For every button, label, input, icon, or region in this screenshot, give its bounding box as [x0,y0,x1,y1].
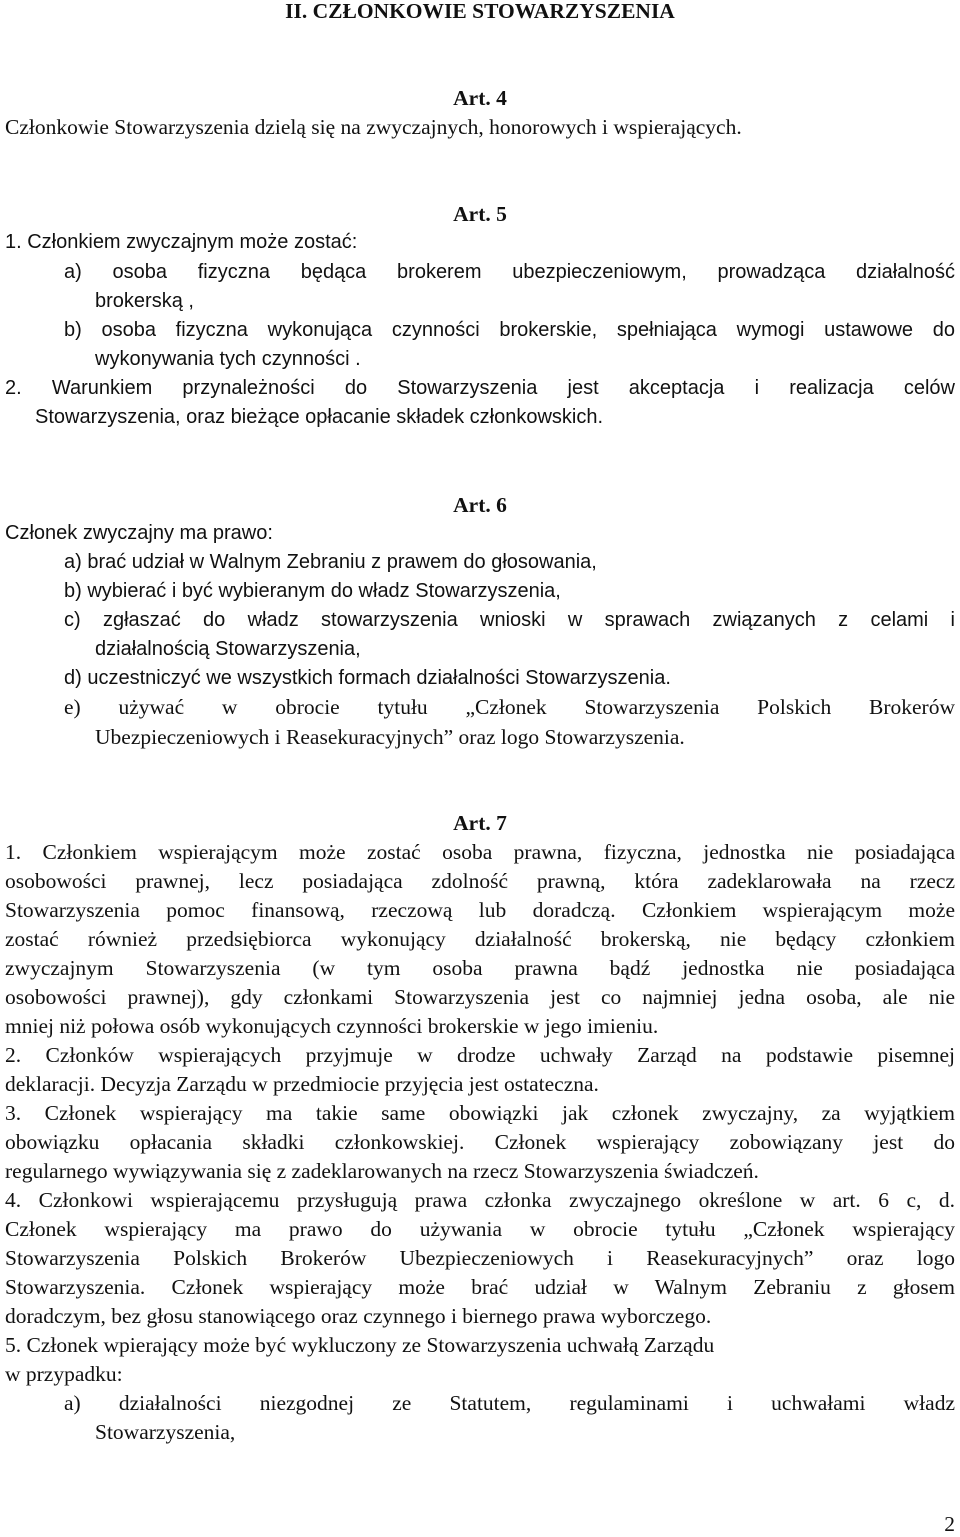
art7-line: Stowarzyszenia Polskich Brokerów Ubezpieczeniowych i Reasekuracyjnych” oraz logo [5,1246,955,1270]
art7-line: 1. Członkiem wspierającym może zostać osoba prawna, fizyczna, jednostka nie posiadająca [5,840,955,864]
art7-line: doradczym, bez głosu stanowiącego oraz czynnego i biernego prawa wyborczego. [5,1304,712,1328]
art6-heading: Art. 6 [453,493,507,517]
art5-paragraph-1: 1. Członkiem zwyczajnym może zostać: [5,231,358,253]
art6-intro: Członek zwyczajny ma prawo: [5,522,273,544]
art5-paragraph-2-line2: Stowarzyszenia, oraz bieżące opłacanie składek członkowskich. [35,406,604,428]
art7-line: zostać również przedsiębiorca wykonujący działalność brokerską, nie będący członkiem [5,927,955,951]
art7-item-a-line1: a) działalności niezgodnej ze Statutem, regulaminami i uchwałami władz [64,1391,955,1415]
art6-item-d: d) uczestniczyć we wszystkich formach działalności Stowarzyszenia. [64,667,671,689]
art5-item-a-line2: brokerską , [95,290,194,312]
art7-line: 3. Członek wspierający ma takie same obowiązki jak członek zwyczajny, za wyjątkiem [5,1101,955,1125]
art5-item-b-line1: b) osoba fizyczna wykonująca czynności brokerskie, spełniająca wymogi ustawowe do [64,319,955,341]
art7-line: Stowarzyszenia pomoc finansową, rzeczową lub doradczą. Członkiem wspierającym może [5,898,955,922]
art7-line: Członek wspierający ma prawo do używania w obrocie tytułu „Członek wspierający [5,1217,955,1241]
art7-line: regularnego wywiązywania się z zadeklarowanych na rzecz Stowarzyszenia świadczeń. [5,1159,759,1183]
art6-item-a: a) brać udział w Walnym Zebraniu z prawem do głosowania, [64,551,597,573]
art7-heading: Art. 7 [453,811,507,835]
art7-line: 5. Członek wpierający może być wykluczony ze Stowarzyszenia uchwałą Zarządu [5,1333,715,1357]
art5-item-b-line2: wykonywania tych czynności . [95,348,361,370]
art6-item-c-line1: c) zgłaszać do władz stowarzyszenia wnioski w sprawach związanych z celami i [64,609,955,631]
art5-item-a-line1: a) osoba fizyczna będąca brokerem ubezpieczeniowym, prowadząca działalność [64,261,955,283]
art7-line: zwyczajnym Stowarzyszenia (w tym osoba prawna bądź jednostka nie posiadająca [5,956,955,980]
art7-line: osobowości prawnej), gdy członkami Stowarzyszenia jest co najmniej jedna osoba, ale nie [5,985,955,1009]
art6-item-e-line2: Ubezpieczeniowych i Reasekuracyjnych” oraz logo Stowarzyszenia. [95,725,685,749]
art6-item-e-line1: e) używać w obrocie tytułu „Członek Stowarzyszenia Polskich Brokerów [64,695,955,719]
art7-line: obowiązku opłacania składki członkowskiej. Członek wspierający zobowiązany jest do [5,1130,955,1154]
art4-heading: Art. 4 [453,86,507,110]
art7-line: Stowarzyszenia. Członek wspierający może brać udział w Walnym Zebraniu z głosem [5,1275,955,1299]
art6-item-b: b) wybierać i być wybieranym do władz Stowarzyszenia, [64,580,561,602]
art6-item-c-line2: działalnością Stowarzyszenia, [95,638,361,660]
art5-heading: Art. 5 [453,202,507,226]
art7-line: 4. Członkowi wspierającemu przysługują prawa członka zwyczajnego określone w art. 6 c, d. [5,1188,955,1212]
art7-line: w przypadku: [5,1362,123,1386]
page-number: 2 [944,1512,955,1536]
art5-paragraph-2-line1: 2. Warunkiem przynależności do Stowarzyszenia jest akceptacja i realizacja celów [5,377,955,399]
art7-item-a-line2: Stowarzyszenia, [95,1420,236,1444]
chapter-title: II. CZŁONKOWIE STOWARZYSZENIA [285,0,675,23]
art4-text: Członkowie Stowarzyszenia dzielą się na zwyczajnych, honorowych i wspierających. [5,115,742,139]
art7-line: mniej niż połowa osób wykonujących czynności brokerskie w jego imieniu. [5,1014,659,1038]
art7-line: osobowości prawnej, lecz posiadająca zdolność prawną, która zadeklarowała na rzecz [5,869,955,893]
art7-line: 2. Członków wspierających przyjmuje w drodze uchwały Zarząd na podstawie pisemnej [5,1043,955,1067]
art7-line: deklaracji. Decyzja Zarządu w przedmiocie przyjęcia jest ostateczna. [5,1072,599,1096]
